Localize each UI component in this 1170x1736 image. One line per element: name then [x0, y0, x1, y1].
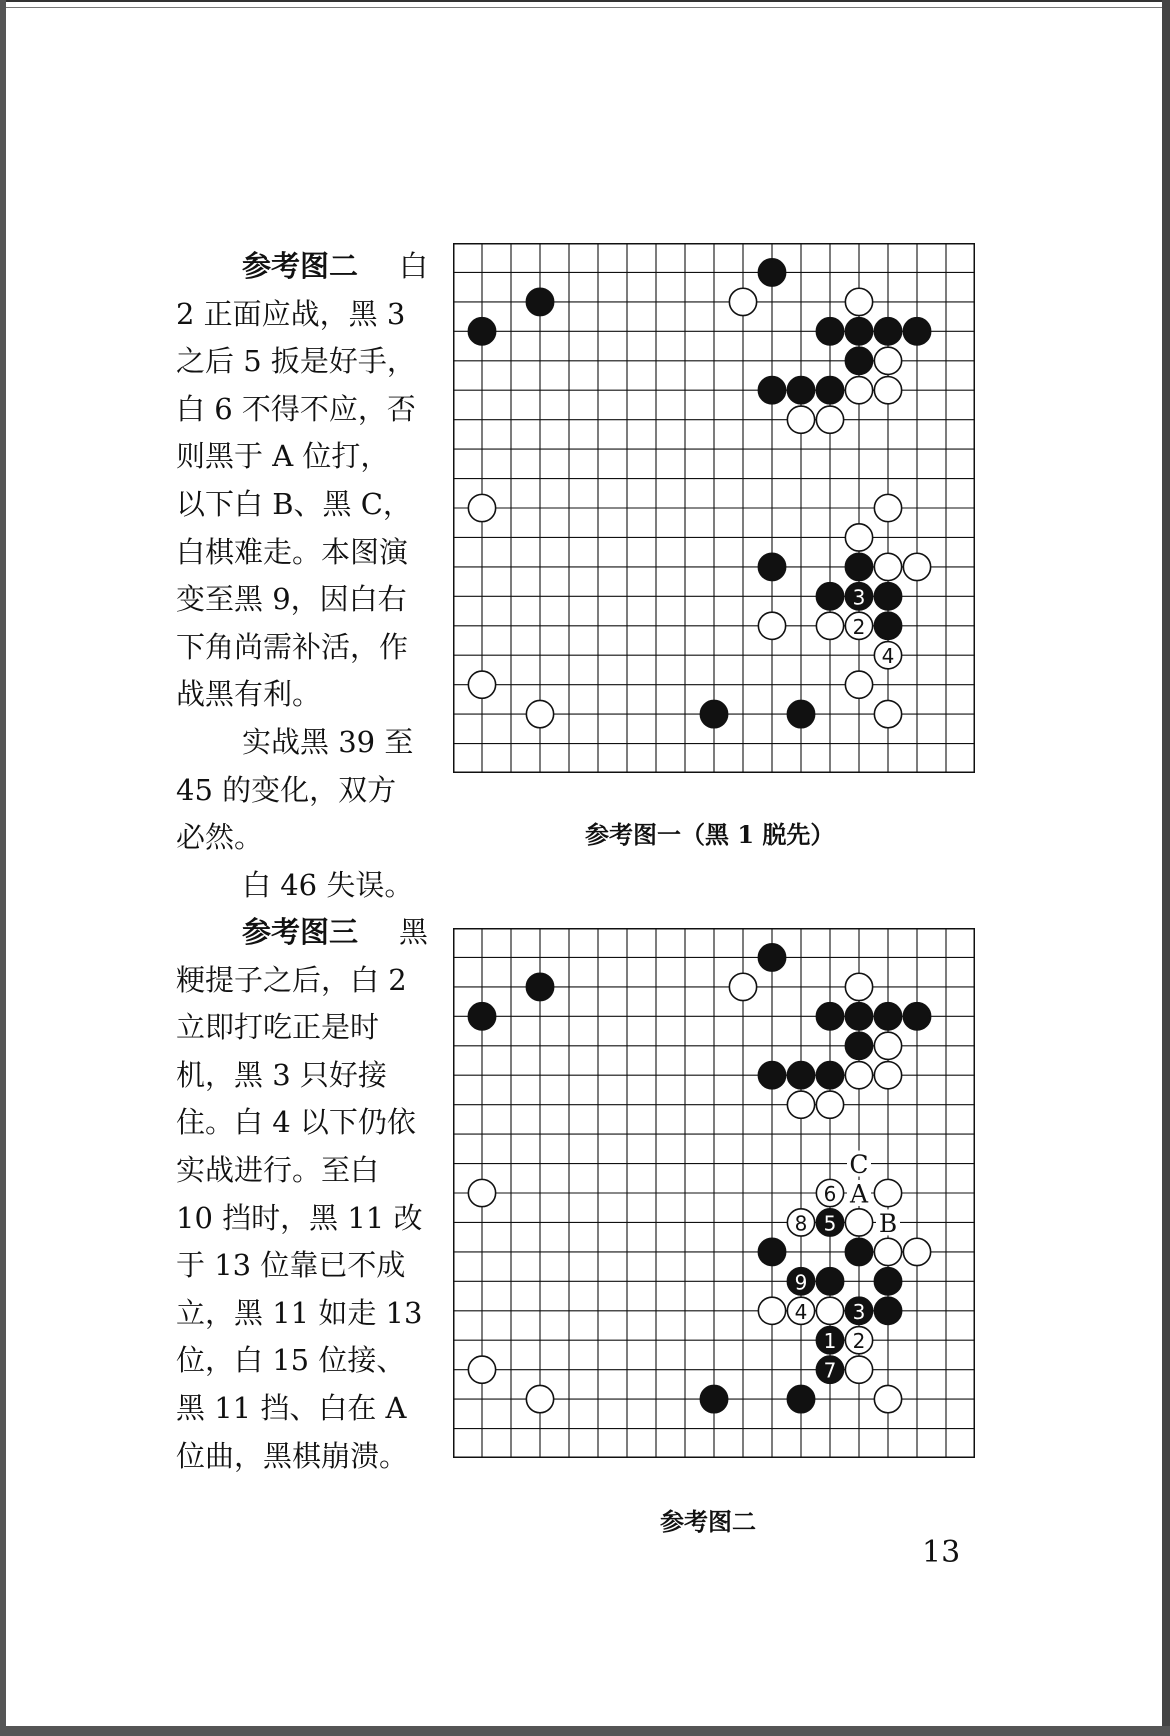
move-number: 4	[881, 644, 895, 669]
text-line: 于 13 位靠已不成	[176, 1248, 406, 1283]
text-line: 立，黑 11 如走 13	[176, 1295, 423, 1330]
black-stone	[845, 583, 872, 610]
black-stone	[903, 318, 930, 345]
black-stone	[874, 1297, 901, 1324]
black-stone	[816, 1268, 843, 1295]
black-stone	[816, 377, 843, 404]
white-stone	[874, 1385, 901, 1412]
black-stone	[816, 1062, 843, 1089]
black-stone	[874, 1268, 901, 1295]
white-stone	[468, 1179, 495, 1206]
text-line: 住。白 4 以下仍依	[176, 1105, 416, 1140]
white-stone	[845, 973, 872, 1000]
text-line: 位，白 15 位接、	[176, 1343, 406, 1378]
black-stone	[787, 1062, 814, 1089]
black-stone	[787, 1268, 814, 1295]
white-stone	[845, 1209, 872, 1236]
point-label: B	[878, 1208, 898, 1238]
move-number: 1	[823, 1329, 837, 1354]
text-block-ref-diagram-2	[176, 243, 428, 719]
text-line: 实战进行。至白	[176, 1152, 380, 1187]
white-stone	[729, 973, 756, 1000]
text-line: 则黑于 A 位打，	[176, 439, 390, 474]
move-number: 2	[852, 1329, 866, 1354]
text-line: 机，黑 3 只好接	[176, 1057, 387, 1092]
white-stone	[874, 642, 901, 669]
text-line: 必然。	[176, 820, 264, 855]
black-stone	[758, 1062, 785, 1089]
move-number: 3	[852, 1299, 866, 1324]
black-stone	[845, 553, 872, 580]
move-number: 9	[794, 1270, 808, 1295]
text-line: 位曲，黑棋崩溃。	[176, 1438, 409, 1473]
white-stone	[874, 377, 901, 404]
go-board-diagram-2	[453, 928, 975, 1458]
black-stone	[816, 1003, 843, 1030]
section-heading: 参考图二	[242, 249, 359, 283]
white-stone	[903, 553, 930, 580]
black-stone	[700, 1385, 727, 1412]
white-stone	[816, 1091, 843, 1118]
black-stone	[787, 377, 814, 404]
white-stone	[903, 1238, 930, 1265]
black-stone	[816, 583, 843, 610]
text-block-actual-game	[176, 719, 428, 909]
white-stone	[787, 406, 814, 433]
point-label: C	[849, 1150, 869, 1180]
white-stone	[845, 612, 872, 639]
text-line	[176, 243, 428, 291]
black-stone	[845, 347, 872, 374]
black-stone	[874, 318, 901, 345]
go-board-diagram-1	[453, 243, 975, 773]
white-stone	[845, 1327, 872, 1354]
white-stone	[874, 1032, 901, 1059]
white-stone	[845, 1356, 872, 1383]
white-stone	[787, 1209, 814, 1236]
text-line: 2 正面应战，黑 3	[176, 296, 406, 331]
black-stone	[816, 1209, 843, 1236]
text-span: 白	[398, 249, 428, 283]
page-left-border	[0, 0, 6, 1736]
page-top-border	[0, 0, 1170, 10]
white-stone	[758, 612, 785, 639]
black-stone	[845, 1003, 872, 1030]
white-stone	[874, 1238, 901, 1265]
black-stone	[845, 318, 872, 345]
point-label: A	[849, 1179, 869, 1209]
white-stone	[816, 612, 843, 639]
move-number: 7	[823, 1358, 837, 1383]
white-stone	[874, 494, 901, 521]
white-stone	[468, 494, 495, 521]
white-stone	[845, 1062, 872, 1089]
white-stone	[816, 1297, 843, 1324]
figure-caption-1: 参考图一（黑 1 脱先）	[585, 820, 835, 849]
white-stone	[845, 671, 872, 698]
white-stone	[874, 1062, 901, 1089]
white-stone	[468, 671, 495, 698]
white-stone	[816, 406, 843, 433]
white-stone	[816, 1179, 843, 1206]
black-stone	[903, 1003, 930, 1030]
white-stone	[874, 1179, 901, 1206]
black-stone	[468, 318, 495, 345]
black-stone	[758, 944, 785, 971]
black-stone	[816, 1327, 843, 1354]
white-stone	[526, 1385, 553, 1412]
black-stone	[758, 1238, 785, 1265]
black-stone	[874, 1003, 901, 1030]
text-line: 白 46 失误。	[242, 867, 414, 902]
black-stone	[787, 1385, 814, 1412]
text-line: 实战黑 39 至	[242, 725, 414, 759]
black-stone	[845, 1238, 872, 1265]
white-stone	[845, 377, 872, 404]
black-stone	[758, 553, 785, 580]
page-bottom-border	[0, 1726, 1170, 1736]
black-stone	[845, 1032, 872, 1059]
text-line	[176, 909, 428, 957]
text-line: 以下白 B、黑 C，	[176, 486, 412, 521]
black-stone	[758, 377, 785, 404]
white-stone	[874, 700, 901, 727]
white-stone	[758, 1297, 785, 1324]
text-span: 黑	[398, 915, 428, 949]
white-stone	[729, 288, 756, 315]
text-line: 之后 5 扳是好手，	[176, 344, 416, 379]
section-heading: 参考图三	[242, 915, 359, 949]
text-line: 45 的变化，双方	[176, 772, 397, 807]
move-number: 5	[823, 1211, 837, 1236]
white-stone	[526, 700, 553, 727]
page-right-border	[1162, 0, 1170, 1736]
move-number: 8	[794, 1211, 808, 1236]
text-line: 白棋难走。本图演	[176, 534, 409, 569]
black-stone	[874, 583, 901, 610]
white-stone	[874, 553, 901, 580]
text-line: 黑 11 挡、白在 A	[176, 1390, 407, 1425]
white-stone	[787, 1297, 814, 1324]
black-stone	[758, 259, 785, 286]
text-line: 粳提子之后，白 2	[176, 962, 407, 997]
text-line: 战黑有利。	[176, 677, 322, 712]
black-stone	[700, 700, 727, 727]
white-stone	[874, 347, 901, 374]
white-stone	[845, 524, 872, 551]
text-line: 白 6 不得不应，否	[176, 391, 416, 426]
page-number: 13	[922, 1535, 961, 1570]
black-stone	[526, 288, 553, 315]
text-line: 下角尚需补活，作	[176, 629, 409, 664]
black-stone	[816, 1356, 843, 1383]
text-block-ref-diagram-3	[176, 909, 428, 1480]
black-stone	[526, 973, 553, 1000]
black-stone	[874, 612, 901, 639]
move-number: 4	[794, 1299, 808, 1324]
text-line: 立即打吃正是时	[176, 1010, 380, 1045]
white-stone	[845, 288, 872, 315]
move-number: 2	[852, 614, 866, 639]
text-line: 10 挡时，黑 11 改	[176, 1200, 423, 1235]
move-number: 3	[852, 585, 866, 610]
black-stone	[845, 1297, 872, 1324]
figure-caption-2: 参考图二	[660, 1507, 756, 1536]
move-number: 6	[823, 1182, 837, 1206]
text-line: 变至黑 9，因白右	[176, 582, 407, 617]
black-stone	[816, 318, 843, 345]
white-stone	[787, 1091, 814, 1118]
black-stone	[787, 700, 814, 727]
black-stone	[468, 1003, 495, 1030]
white-stone	[468, 1356, 495, 1383]
